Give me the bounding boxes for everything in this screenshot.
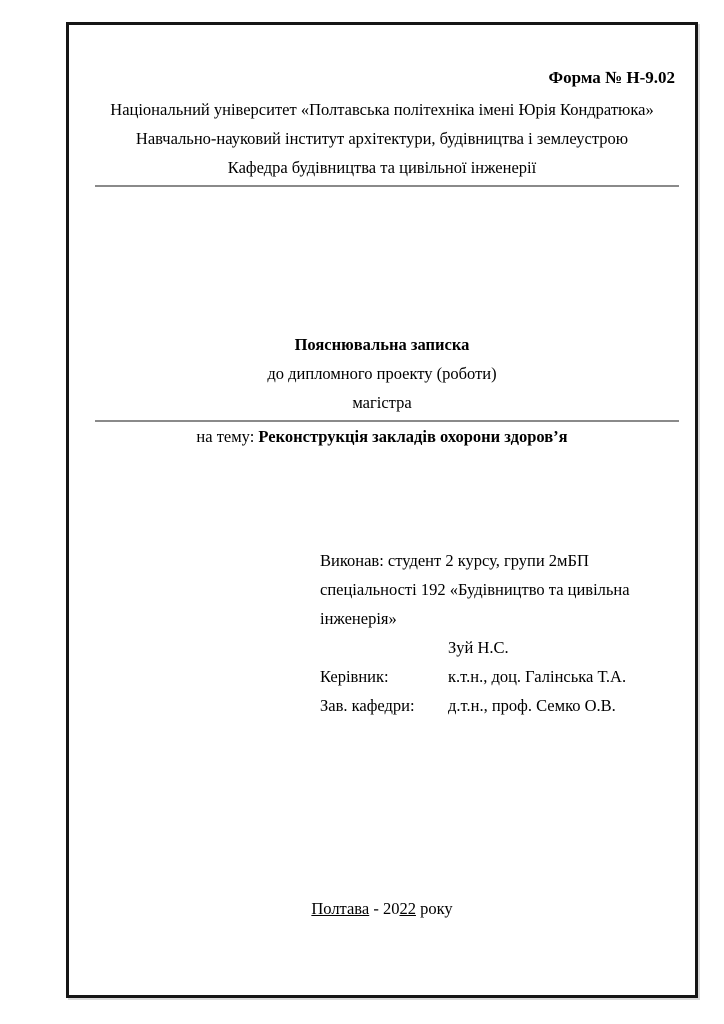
signatures-block <box>320 546 672 720</box>
department-head-label: Зав. кафедри: <box>320 696 415 715</box>
year-prefix: - 20 <box>369 899 400 918</box>
document-page <box>66 22 698 998</box>
topic-divider <box>95 420 679 422</box>
year-suffix: 22 <box>399 899 416 918</box>
document-title: Пояснювальна записка <box>294 335 470 354</box>
city-name: Полтава <box>311 899 370 918</box>
document-subtitle: до дипломного проекту (роботи) <box>267 364 497 383</box>
department-head-name: д.т.н., проф. Семко О.В. <box>448 696 616 715</box>
institute-name: Навчально-науковий інститут архітектури, будівництва і землеустрою <box>135 129 629 148</box>
topic-label: на тему: <box>196 427 259 446</box>
department-head-row <box>320 691 672 720</box>
performed-by-text: Виконав: студент 2 курсу, групи 2мБП спеціальності 192 «Будівництво та цивільна інженерія» <box>320 551 630 628</box>
header-divider <box>95 185 679 187</box>
student-name-line <box>320 633 672 662</box>
form-number: Форма № Н-9.02 <box>548 68 675 87</box>
department-name: Кафедра будівництва та цивільної інженерії <box>227 158 537 177</box>
header-block <box>69 95 695 182</box>
supervisor-row <box>320 662 672 691</box>
student-name: Зуй Н.С. <box>448 638 509 657</box>
degree-level: магістра <box>352 393 412 412</box>
supervisor-name: к.т.н., доц. Галінська Т.А. <box>448 667 627 686</box>
city-year-line <box>69 895 695 923</box>
topic-line <box>69 423 695 450</box>
title-block <box>69 330 695 417</box>
year-word: року <box>415 899 453 918</box>
supervisor-label: Керівник: <box>320 667 389 686</box>
university-name: Національний університет «Полтавська політехніка імені Юрія Кондратюка» <box>110 100 654 119</box>
topic-title: Реконструкція закладів охорони здоров’я <box>258 427 568 446</box>
